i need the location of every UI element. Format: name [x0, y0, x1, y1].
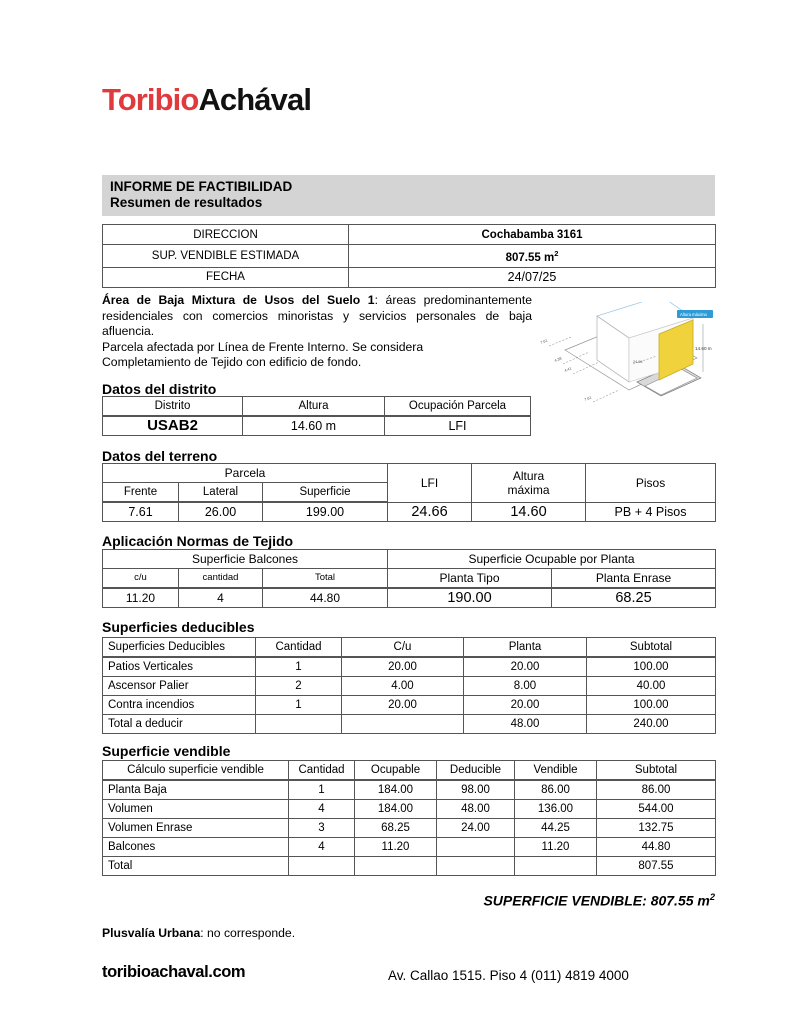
tejido-value-cu: 11.20 — [103, 588, 179, 608]
section-heading-deducibles: Superficies deducibles — [102, 619, 255, 635]
deducibles-cell: 20.00 — [464, 696, 587, 715]
table-row — [103, 245, 716, 268]
distrito-header-distrito: Distrito — [103, 397, 243, 417]
dimension-label: 4.38 — [553, 356, 563, 363]
footer-address: Av. Callao 1515. Piso 4 (011) 4819 4000 — [388, 968, 629, 983]
tejido-table — [102, 549, 716, 608]
vendible-cell — [289, 857, 355, 876]
terreno-header-altura-maxima — [472, 464, 586, 503]
zoning-note-line1: Parcela afectada por Línea de Frente Interno. Se considera — [102, 339, 424, 354]
terreno-header-altura-line1: Altura — [512, 468, 545, 483]
tejido-subheader-planta-tipo: Planta Tipo — [388, 569, 552, 589]
deducibles-cell: Total a deducir — [103, 715, 256, 734]
tejido-table-wrap — [102, 549, 716, 608]
massing-diagram-svg — [537, 302, 717, 414]
table-row-total — [103, 715, 716, 734]
deducibles-cell: Ascensor Palier — [103, 677, 256, 696]
deducibles-cell: 1 — [256, 657, 342, 677]
zoning-description-main — [102, 293, 532, 340]
footer-website[interactable]: toribioachaval.com — [102, 963, 246, 981]
summary-info-table — [102, 224, 716, 288]
vendible-cell: Volumen — [103, 800, 289, 819]
deducibles-cell: 240.00 — [587, 715, 716, 734]
vendible-table-wrap — [102, 760, 716, 876]
terreno-value-frente: 7.61 — [103, 502, 179, 522]
vendible-cell: 98.00 — [437, 780, 515, 800]
vendible-cell: 24.00 — [437, 819, 515, 838]
vendible-header-1: Cantidad — [289, 761, 355, 781]
vendible-header-5: Subtotal — [597, 761, 716, 781]
terreno-subheader-lateral: Lateral — [179, 483, 263, 503]
deducibles-cell: 4.00 — [342, 677, 464, 696]
vendible-table — [102, 760, 716, 876]
plusvalia-note — [102, 926, 295, 940]
deducibles-cell: 8.00 — [464, 677, 587, 696]
deducibles-cell — [256, 715, 342, 734]
vendible-cell: 4 — [289, 838, 355, 857]
deducibles-cell: Contra incendios — [103, 696, 256, 715]
vendible-cell — [437, 838, 515, 857]
tejido-subheader-cantidad: cantidad — [179, 569, 263, 589]
height-dimension-label: 14.60 m — [695, 346, 712, 351]
info-label-direccion: DIRECCION — [103, 225, 349, 245]
vendible-header-4: Vendible — [515, 761, 597, 781]
vendible-cell — [437, 857, 515, 876]
terreno-header-altura-line2: máxima — [507, 482, 550, 497]
tejido-subheader-cu: c/u — [103, 569, 179, 589]
zoning-note-line2: Completamiento de Tejido con edificio de fondo. — [102, 355, 362, 370]
deducibles-cell: 48.00 — [464, 715, 587, 734]
info-value-direccion: Cochabamba 3161 — [349, 225, 716, 245]
vendible-cell: 86.00 — [597, 780, 716, 800]
distrito-value-ocupacion: LFI — [385, 416, 531, 436]
table-subheader-row — [103, 569, 716, 589]
report-subtitle: Resumen de resultados — [110, 195, 263, 210]
vendible-cell: 132.75 — [597, 819, 716, 838]
dimension-label: 4.41 — [563, 366, 573, 373]
deducibles-header-2: C/u — [342, 638, 464, 658]
vendible-cell: 136.00 — [515, 800, 597, 819]
vendible-cell: 11.20 — [355, 838, 437, 857]
vendible-cell: 3 — [289, 819, 355, 838]
table-header-row-group — [103, 550, 716, 569]
terreno-value-superficie: 199.00 — [263, 502, 388, 522]
table-header-row — [103, 397, 531, 417]
vendible-cell: Balcones — [103, 838, 289, 857]
table-row — [103, 800, 716, 819]
info-value-sup-vendible-number: 807.55 m — [505, 251, 555, 264]
distrito-table — [102, 396, 531, 436]
info-value-fecha: 24/07/25 — [349, 267, 716, 287]
massing-diagram — [537, 302, 717, 414]
vendible-header-0: Cálculo superficie vendible — [103, 761, 289, 781]
deducibles-cell: 20.00 — [342, 696, 464, 715]
tejido-group-header-ocupable: Superficie Ocupable por Planta — [388, 550, 716, 569]
vendible-cell: 184.00 — [355, 800, 437, 819]
distrito-value-distrito: USAB2 — [103, 416, 243, 436]
tejido-subheader-total: Total — [263, 569, 388, 589]
terreno-value-altura-maxima: 14.60 — [472, 502, 586, 522]
tejido-value-planta-enrase: 68.25 — [552, 588, 716, 608]
terreno-table — [102, 463, 716, 522]
table-row — [103, 780, 716, 800]
distrito-header-altura: Altura — [243, 397, 385, 417]
vendible-cell: 86.00 — [515, 780, 597, 800]
section-heading-tejido: Aplicación Normas de Tejido — [102, 533, 294, 549]
distrito-value-altura: 14.60 m — [243, 416, 385, 436]
terreno-subheader-frente: Frente — [103, 483, 179, 503]
terreno-value-pisos: PB + 4 Pisos — [586, 502, 716, 522]
vendible-cell: 44.25 — [515, 819, 597, 838]
tejido-value-total: 44.80 — [263, 588, 388, 608]
distrito-table-wrap — [102, 396, 530, 436]
dimension-label: 7.61 — [539, 338, 549, 345]
table-row — [103, 677, 716, 696]
deducibles-cell: 100.00 — [587, 696, 716, 715]
section-heading-terreno: Datos del terreno — [102, 448, 218, 464]
table-row-total — [103, 857, 716, 876]
deducibles-cell: 2 — [256, 677, 342, 696]
terreno-header-pisos: Pisos — [586, 464, 716, 503]
section-heading-distrito: Datos del distrito — [102, 381, 217, 397]
company-logo — [102, 84, 311, 115]
deducibles-cell: 20.00 — [464, 657, 587, 677]
deducibles-cell: 40.00 — [587, 677, 716, 696]
vendible-cell: 807.55 — [597, 857, 716, 876]
vendible-cell: Volumen Enrase — [103, 819, 289, 838]
vendible-cell: Planta Baja — [103, 780, 289, 800]
vendible-cell: 68.25 — [355, 819, 437, 838]
vendible-header-3: Deducible — [437, 761, 515, 781]
deducibles-cell: 20.00 — [342, 657, 464, 677]
vendible-cell — [355, 857, 437, 876]
summary-total-text: SUPERFICIE VENDIBLE: 807.55 m — [483, 892, 710, 909]
tejido-subheader-planta-enrase: Planta Enrase — [552, 569, 716, 589]
report-title-band — [102, 175, 715, 216]
deducibles-table-wrap — [102, 637, 716, 734]
deducibles-header-3: Planta — [464, 638, 587, 658]
zoning-description — [102, 293, 532, 371]
deducibles-header-0: Superficies Deducibles — [103, 638, 256, 658]
vendible-cell: 1 — [289, 780, 355, 800]
tejido-value-cantidad: 4 — [179, 588, 263, 608]
info-label-sup-vendible: SUP. VENDIBLE ESTIMADA — [103, 245, 349, 268]
terreno-table-wrap — [102, 463, 716, 522]
vendible-header-2: Ocupable — [355, 761, 437, 781]
deducibles-cell: 1 — [256, 696, 342, 715]
table-row — [103, 657, 716, 677]
terreno-value-lateral: 26.00 — [179, 502, 263, 522]
table-row — [103, 838, 716, 857]
logo-text-first: Toribio — [102, 82, 199, 117]
logo-text-second: Achával — [198, 82, 312, 117]
terreno-value-lfi: 24.66 — [388, 502, 472, 522]
dimension-label: 24.66 — [633, 360, 643, 364]
vendible-cell — [515, 857, 597, 876]
deducibles-header-4: Subtotal — [587, 638, 716, 658]
vendible-cell: 48.00 — [437, 800, 515, 819]
deducibles-cell: 100.00 — [587, 657, 716, 677]
superscript-two: 2 — [554, 249, 559, 258]
table-row — [103, 267, 716, 287]
table-header-row-group — [103, 464, 716, 483]
deducibles-cell: Patios Verticales — [103, 657, 256, 677]
terreno-group-header-parcela: Parcela — [103, 464, 388, 483]
vendible-cell: Total — [103, 857, 289, 876]
plusvalia-label: Plusvalía Urbana — [102, 926, 201, 940]
tejido-value-planta-tipo: 190.00 — [388, 588, 552, 608]
summary-total-line — [102, 892, 715, 909]
vendible-cell: 11.20 — [515, 838, 597, 857]
terreno-header-lfi: LFI — [388, 464, 472, 503]
table-row — [103, 588, 716, 608]
dimension-label: 7.61 — [583, 395, 593, 402]
terreno-subheader-superficie: Superficie — [263, 483, 388, 503]
table-header-row — [103, 638, 716, 658]
section-heading-vendible: Superficie vendible — [102, 743, 231, 759]
tejido-group-header-balcones: Superficie Balcones — [103, 550, 388, 569]
distrito-header-ocupacion: Ocupación Parcela — [385, 397, 531, 417]
table-header-row — [103, 761, 716, 781]
table-row — [103, 225, 716, 245]
table-row — [103, 416, 531, 436]
table-row — [103, 819, 716, 838]
vendible-cell: 544.00 — [597, 800, 716, 819]
deducibles-cell — [342, 715, 464, 734]
vendible-cell: 44.80 — [597, 838, 716, 857]
table-row — [103, 502, 716, 522]
report-title: INFORME DE FACTIBILIDAD — [110, 179, 293, 194]
max-height-badge-label: Altura máxima — [680, 312, 707, 317]
table-row — [103, 696, 716, 715]
zoning-area-desc: : áreas predominantemente residenciales con comercios minoristas y servicios personales de baja afluencia. — [102, 293, 532, 339]
deducibles-table — [102, 637, 716, 734]
superscript-two: 2 — [709, 892, 715, 902]
zoning-area-name: Área de Baja Mixtura de Usos del Suelo 1 — [102, 293, 375, 307]
info-label-fecha: FECHA — [103, 267, 349, 287]
plusvalia-value: : no corresponde. — [200, 926, 296, 940]
vendible-cell: 4 — [289, 800, 355, 819]
info-value-sup-vendible — [349, 245, 716, 268]
vendible-cell: 184.00 — [355, 780, 437, 800]
deducibles-header-1: Cantidad — [256, 638, 342, 658]
